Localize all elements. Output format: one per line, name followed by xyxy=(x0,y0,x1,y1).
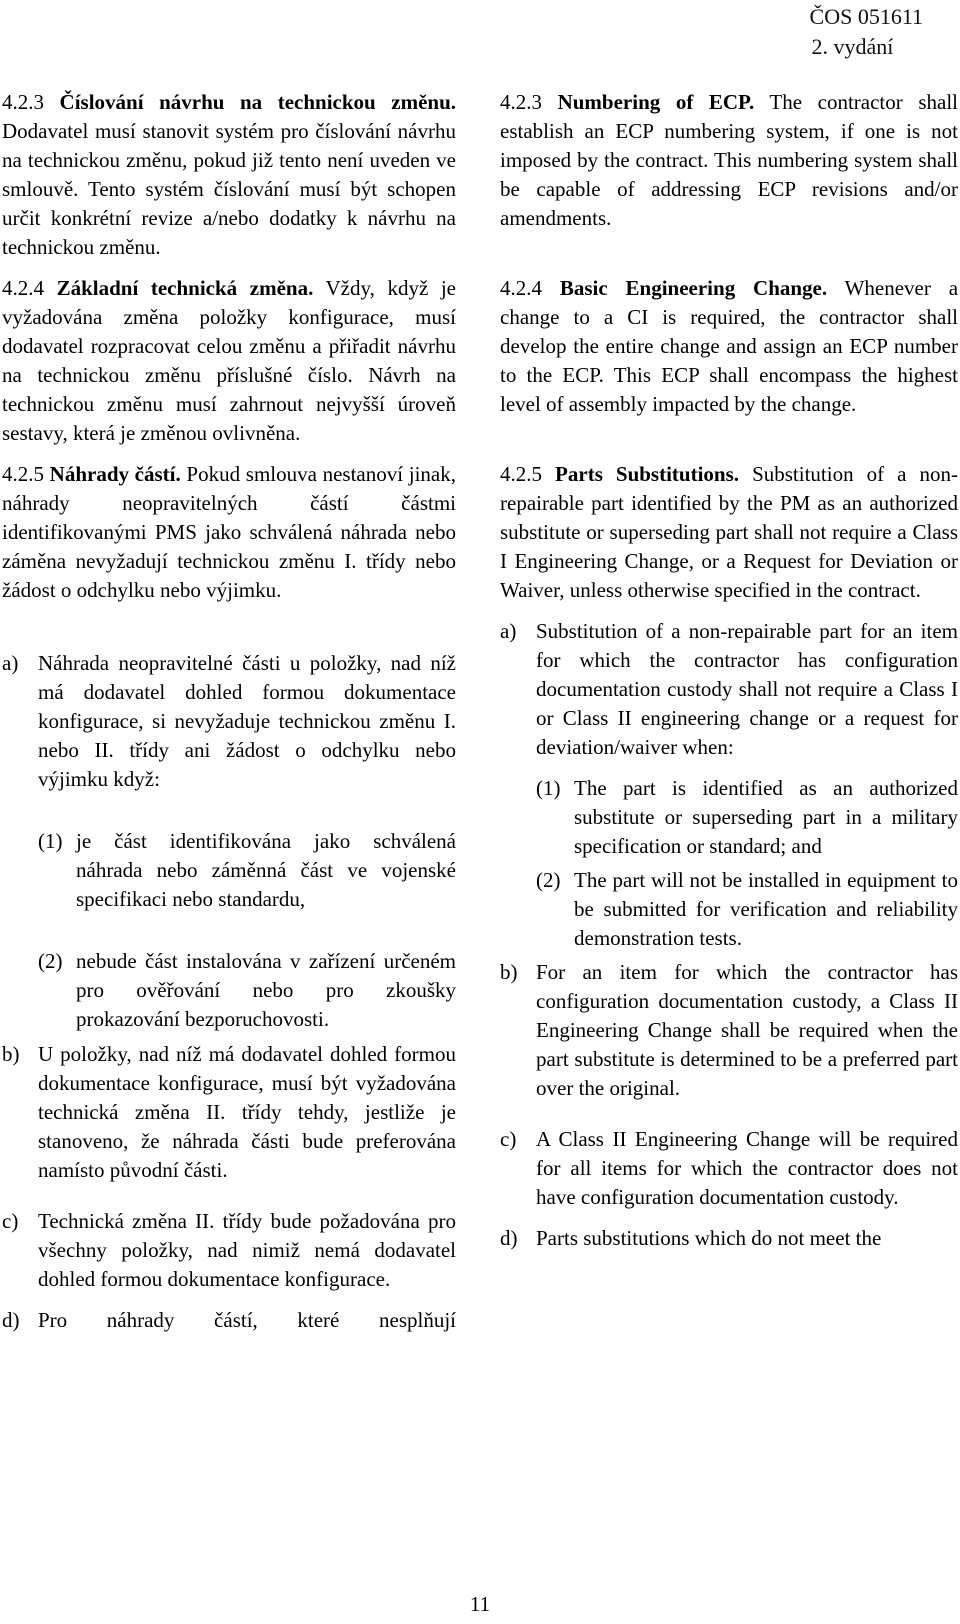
list-item-a-en xyxy=(500,617,958,762)
list-marker: b) xyxy=(2,1042,20,1066)
sub-marker: (1) xyxy=(536,776,561,800)
section-title: Parts Substitutions. xyxy=(555,462,740,486)
list-text: Pro náhrady částí, které nesplňují xyxy=(38,1308,456,1332)
sub-text: The part will not be installed in equipment to be submitted for verification and reliability demonstration tests. xyxy=(574,868,958,950)
page-number: 11 xyxy=(469,1592,491,1616)
list-item-c-cz xyxy=(2,1207,456,1294)
sub-item-1-cz xyxy=(38,827,456,914)
section-title: Numbering of ECP. xyxy=(557,90,755,114)
sub-marker: (1) xyxy=(38,829,63,853)
section-body: Vždy, když je vyžadována změna položky konfigurace, musí dodavatel rozpracovat celou změnu a přiřadit návrhu na technickou změnu příslušné číslo. Návrh na technickou změnu musí zahrnout nejvyšší úroveň sestavy, která je změnou ovlivněna. xyxy=(2,276,457,445)
list-item-b-cz xyxy=(2,1040,456,1185)
list-item-b-en xyxy=(500,958,958,1103)
list-marker: a) xyxy=(2,651,19,675)
sub-marker: (2) xyxy=(536,868,561,892)
list-text: A Class II Engineering Change will be required for all items for which the contractor does not have configuration documentation custody. xyxy=(536,1127,958,1209)
list-marker: b) xyxy=(500,960,518,984)
section-title: Basic Engineering Change. xyxy=(559,276,828,300)
list-marker: a) xyxy=(500,619,517,643)
section-number: 4.2.4 xyxy=(500,276,542,300)
section-body: Whenever a change to a CI is required, the contractor shall develop the entire change and assign an ECP number to the ECP. This ECP shall encompass the highest level of assembly impacted by the change. xyxy=(500,276,959,416)
section-body: The contractor shall establish an ECP numbering system, if one is not imposed by the contract. This numbering system shall be capable of addressing ECP revisions and/or amendments. xyxy=(500,90,958,230)
list-text: For an item for which the contractor has configuration documentation custody, a Class II Engineering Change shall be required when the part substitute is determined to be a preferred part over the original. xyxy=(536,960,958,1100)
sub-item-2-en xyxy=(536,866,958,953)
list-text: Náhrada neopravitelné části u položky, nad níž má dodavatel dohled formou dokumentace konfigurace, si nevyžaduje technickou změnu I. nebo II. třídy ani žádost o odchylku nebo výjimku když: xyxy=(38,651,456,791)
list-marker: c) xyxy=(2,1209,19,1233)
document-id: ČOS 051611 xyxy=(809,4,923,29)
list-marker: c) xyxy=(500,1127,517,1151)
page-header xyxy=(810,2,923,62)
czech-column xyxy=(2,88,456,1335)
section-4-2-5-cz xyxy=(2,460,456,605)
section-body: Substitution of a non-repairable part identified by the PM as an authorized substitute or superseding part shall not require a Class I Engineering Change, or a Request for Deviation or Waiver, unless otherwise specified in the contract. xyxy=(500,462,959,602)
section-4-2-4-en xyxy=(500,274,958,419)
list-marker: d) xyxy=(2,1308,20,1332)
section-4-2-3-en xyxy=(500,88,958,233)
section-title: Náhrady částí. xyxy=(49,462,181,486)
list-item-c-en xyxy=(500,1125,958,1212)
list-text: Parts substitutions which do not meet the xyxy=(536,1226,882,1250)
sub-text: nebude část instalována v zařízení určeném pro ověřování nebo pro zkoušky prokazování bezporuchovosti. xyxy=(76,949,456,1031)
list-text: Substitution of a non-repairable part for an item for which the contractor has configuration documentation custody shall not require a Class I or Class II engineering change or a request for deviation/waiver when: xyxy=(536,619,958,759)
section-title: Základní technická změna. xyxy=(56,276,314,300)
section-title: Číslování návrhu na technickou změnu. xyxy=(59,90,457,114)
section-4-2-5-en xyxy=(500,460,958,605)
section-number: 4.2.5 xyxy=(2,462,44,486)
section-4-2-3-cz xyxy=(2,88,456,262)
list-item-d-en xyxy=(500,1224,958,1253)
sub-text: The part is identified as an authorized substitute or superseding part in a military specification or standard; and xyxy=(574,776,958,858)
list-item-a-cz xyxy=(2,649,456,794)
sub-item-1-en xyxy=(536,774,958,861)
sub-text: je část identifikována jako schválená náhrada nebo záměnná část ve vojenské specifikaci nebo standardu, xyxy=(76,829,456,911)
sub-marker: (2) xyxy=(38,949,63,973)
edition-label: 2. vydání xyxy=(811,34,894,59)
section-number: 4.2.3 xyxy=(2,90,44,114)
section-body: Pokud smlouva nestanoví jinak, náhrady neopravitelných částí částmi identifikovanými PMS jako schválená náhrada nebo záměna nevyžadují technickou změnu I. třídy nebo žádost o odchylku nebo výjimku. xyxy=(2,462,456,602)
section-body: Dodavatel musí stanovit systém pro číslování návrhu na technickou změnu, pokud již tento není uveden ve smlouvě. Tento systém číslování musí být schopen určit konkrétní revize a/nebo dodatky k návrhu na technickou změnu. xyxy=(2,119,456,259)
list-item-d-cz xyxy=(2,1306,456,1335)
section-number: 4.2.4 xyxy=(2,276,44,300)
section-number: 4.2.5 xyxy=(500,462,542,486)
list-text: U položky, nad níž má dodavatel dohled formou dokumentace konfigurace, musí být vyžadována technická změna II. třídy tehdy, jestliže je stanoveno, že náhrada části bude preferována namísto původní části. xyxy=(38,1042,456,1182)
sub-item-2-cz xyxy=(38,947,456,1034)
list-text: Technická změna II. třídy bude požadována pro všechny položky, nad nimiž nemá dodavatel dohled formou dokumentace konfigurace. xyxy=(38,1209,456,1291)
section-number: 4.2.3 xyxy=(500,90,542,114)
list-marker: d) xyxy=(500,1226,518,1250)
english-column xyxy=(500,88,958,1253)
section-4-2-4-cz xyxy=(2,274,456,448)
